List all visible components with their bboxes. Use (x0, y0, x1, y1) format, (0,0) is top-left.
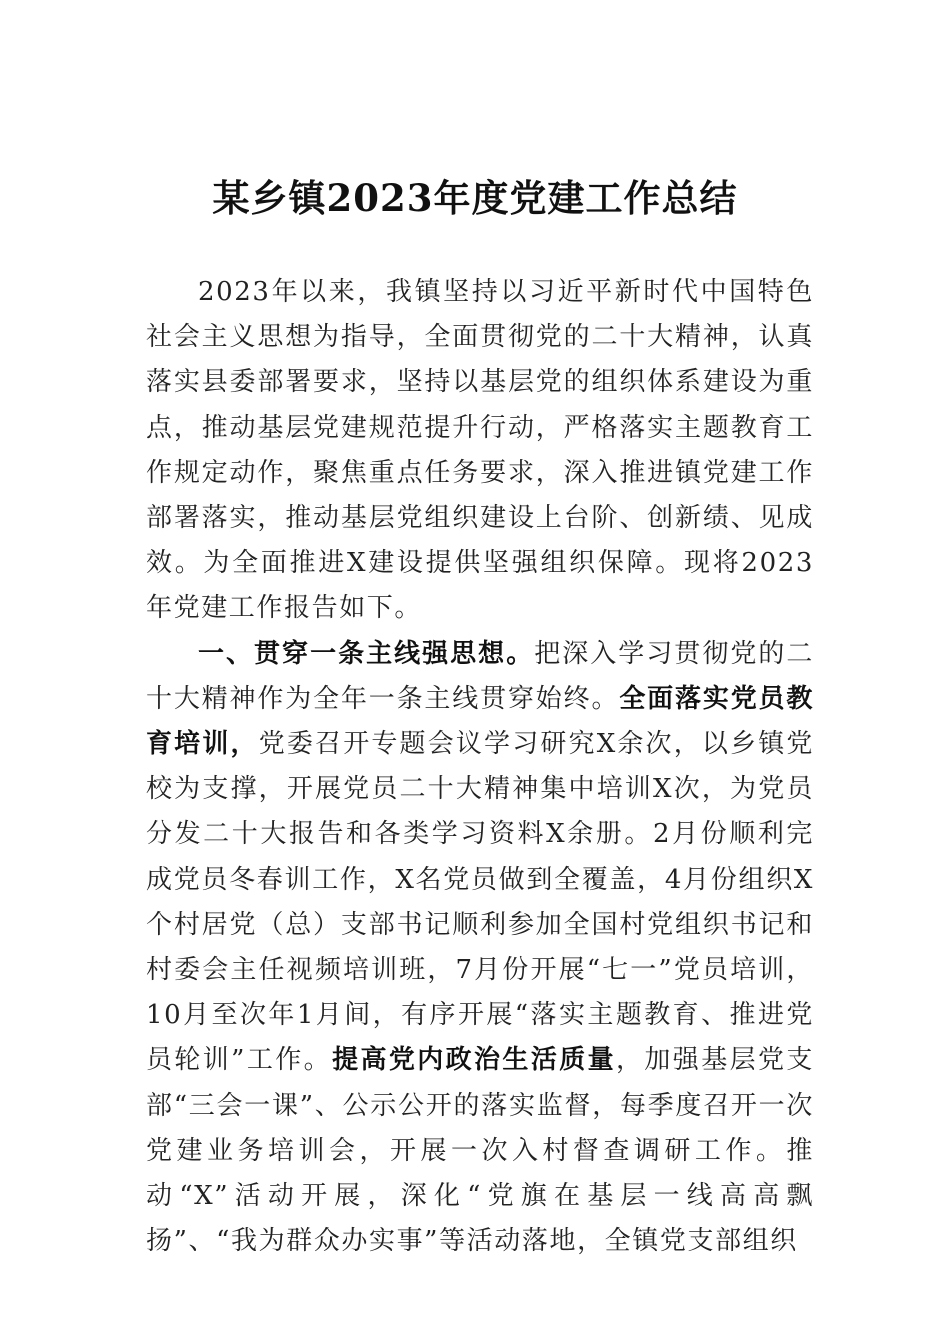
section-1-intro: 把深入学习贯彻党的二十大精神作为全年一条主线贯穿始终。 (146, 638, 814, 714)
document-body (146, 270, 814, 1264)
subsection-1-heading: 全面落实党员教育培训， (146, 683, 815, 760)
subsection-2-heading: 提高党内政治生活质量 (332, 1045, 617, 1076)
intro-paragraph: 2023年以来，我镇坚持以习近平新时代中国特色社会主义思想为指导，全面贯彻党的二十大精神，认真落实县委部署要求，坚持以基层党的组织体系建设为重点，推动基层党建规范提升行动，严格落实主题教育工作规定动作，聚焦重点任务要求，深入推进镇党建工作部署落实，推动基层党组织建设上台阶、创新绩、见成效。为全面推进X建设提供坚强组织保障。现将2023年党建工作报告如下。 (146, 277, 814, 624)
section-1-heading: 一、贯穿一条主线强思想。 (198, 638, 535, 669)
section-1-paragraph (146, 632, 814, 1265)
subsection-2-text: ，加强基层党支部“三会一课”、公示公开的落实监督，每季度召开一次党建业务培训会，开展一次入村督查调研工作。推动“X”活动开展，深化“党旗在基层一线高高飘扬”、“我为群众办实事”等活动落地，全镇党支部组织 (146, 1045, 814, 1257)
subsection-1-text: 党委召开专题会议学习研究X余次，以乡镇党校为支撑，开展党员二十大精神集中培训X次，为党员分发二十大报告和各类学习资料X余册。2月份顺利完成党员冬春训工作，X名党员做到全覆盖，4月份组织X个村居党（总）支部书记顺利参加全国村党组织书记和村委会主任视频培训班，7月份开展“七一”党员培训，10月至次年1月间，有序开展“落实主题教育、推进党员轮训”工作。 (146, 729, 815, 1076)
document-title: 某乡镇2023年度党建工作总结 (212, 176, 738, 220)
